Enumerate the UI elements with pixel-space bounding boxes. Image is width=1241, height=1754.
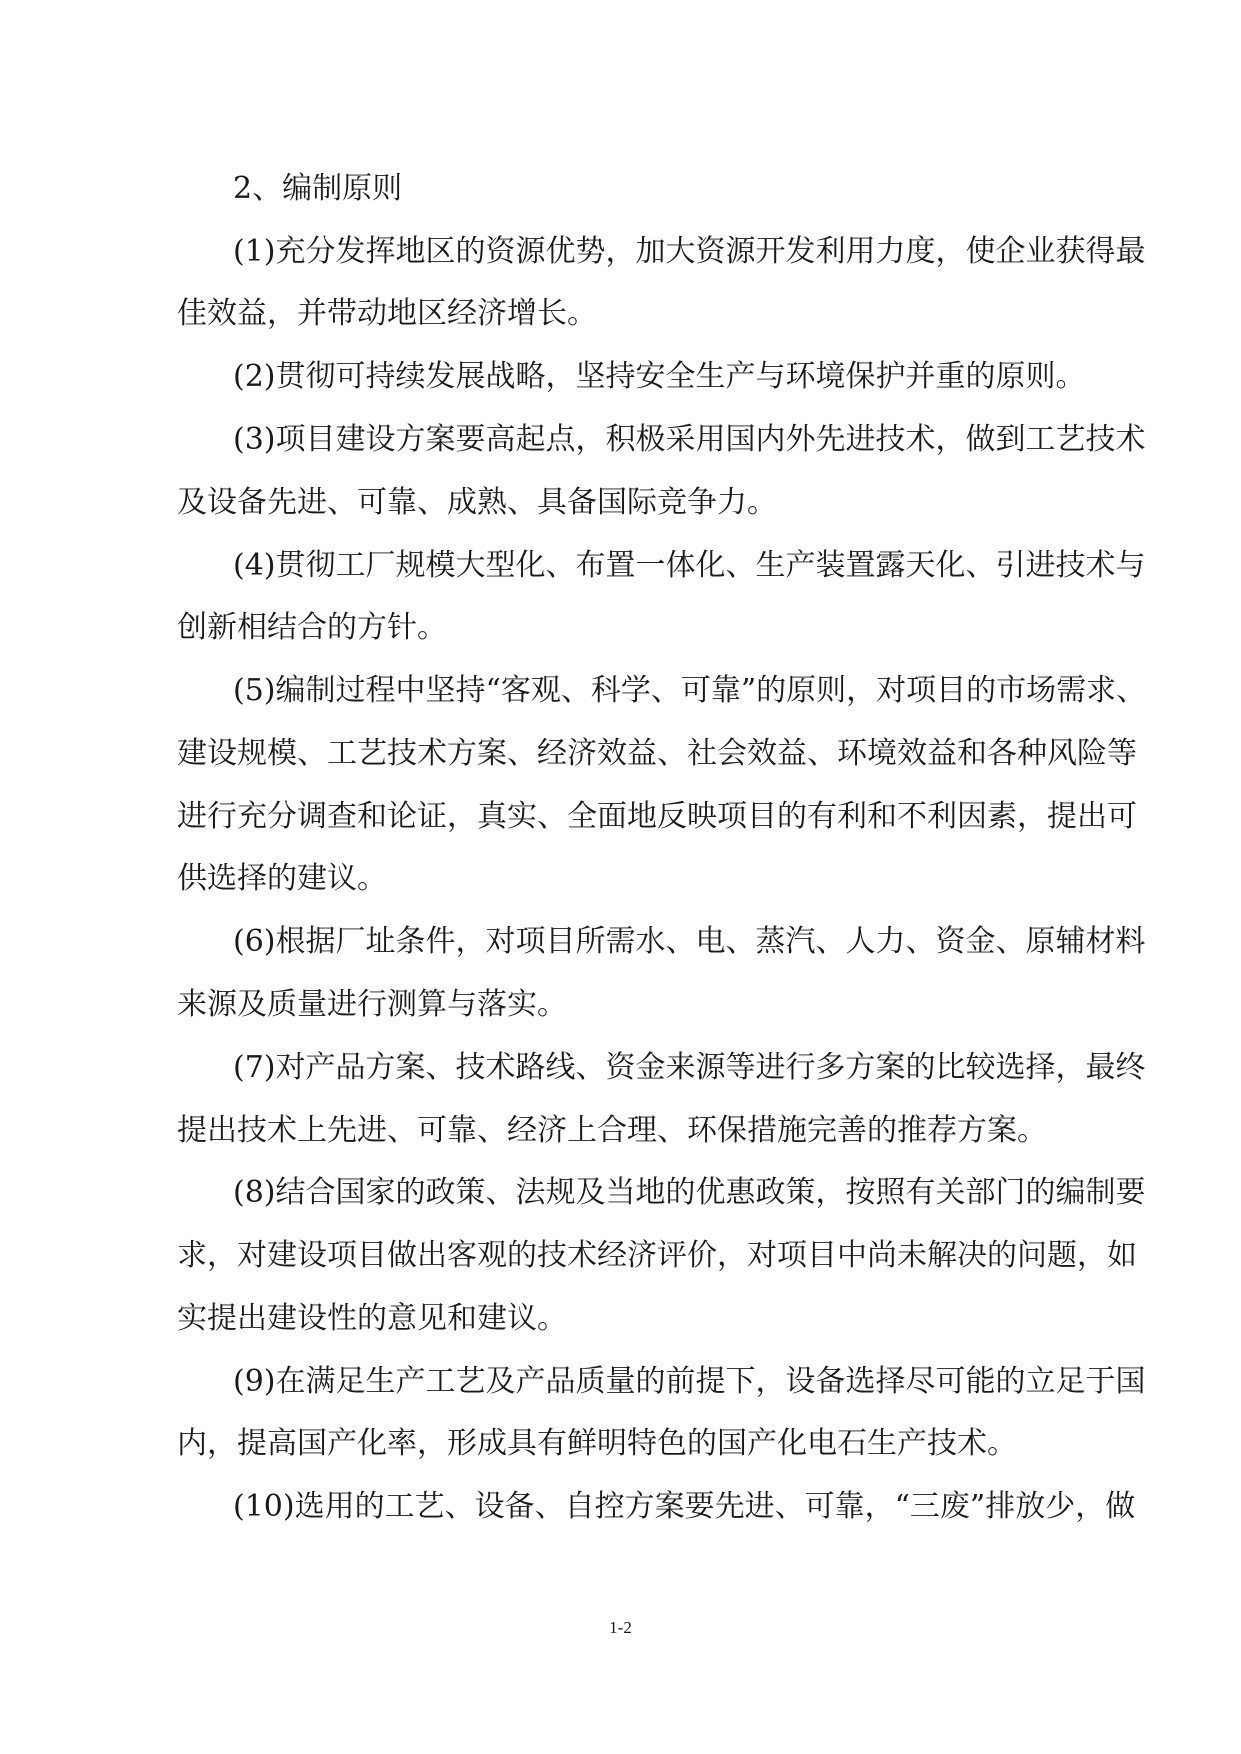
paragraph-8-line-1: (8)结合国家的政策、法规及当地的优惠政策，按照有关部门的编制要	[233, 1175, 1146, 1210]
paragraph-2-line-1: (2)贯彻可持续发展战略，坚持安全生产与环境保护并重的原则。	[233, 359, 1086, 394]
paragraph-5-line-3: 进行充分调查和论证，真实、全面地反映项目的有利和不利因素，提出可	[177, 799, 1137, 834]
paragraph-1-line-1: (1)充分发挥地区的资源优势，加大资源开发利用力度，使企业获得最	[233, 234, 1146, 269]
paragraph-8-line-3: 实提出建设性的意见和建议。	[177, 1301, 567, 1336]
section-heading: 2、编制原则	[233, 171, 403, 206]
paragraph-4-line-2: 创新相结合的方针。	[177, 610, 447, 645]
paragraph-5-line-2: 建设规模、工艺技术方案、经济效益、社会效益、环境效益和各种风险等	[177, 736, 1137, 771]
paragraph-4-line-1: (4)贯彻工厂规模大型化、布置一体化、生产装置露天化、引进技术与	[233, 548, 1146, 583]
paragraph-9-line-1: (9)在满足生产工艺及产品质量的前提下，设备选择尽可能的立足于国	[233, 1364, 1146, 1399]
paragraph-6-line-2: 来源及质量进行测算与落实。	[177, 987, 567, 1022]
page-number: 1-2	[609, 1618, 632, 1637]
paragraph-6-line-1: (6)根据厂址条件，对项目所需水、电、蒸汽、人力、资金、原辅材料	[233, 924, 1146, 959]
paragraph-3-line-1: (3)项目建设方案要高起点，积极采用国内外先进技术，做到工艺技术	[233, 422, 1146, 457]
paragraph-10-line-1: (10)选用的工艺、设备、自控方案要先进、可靠，“三废”排放少，做	[233, 1489, 1136, 1524]
paragraph-1-line-2: 佳效益，并带动地区经济增长。	[177, 296, 597, 331]
paragraph-5-line-4: 供选择的建议。	[177, 861, 387, 896]
paragraph-8-line-2: 求，对建设项目做出客观的技术经济评价，对项目中尚未解决的问题，如	[177, 1238, 1137, 1273]
paragraph-7-line-1: (7)对产品方案、技术路线、资金来源等进行多方案的比较选择，最终	[233, 1050, 1146, 1085]
paragraph-7-line-2: 提出技术上先进、可靠、经济上合理、环保措施完善的推荐方案。	[177, 1113, 1047, 1148]
paragraph-3-line-2: 及设备先进、可靠、成熟、具备国际竞争力。	[177, 485, 777, 520]
paragraph-9-line-2: 内，提高国产化率，形成具有鲜明特色的国产化电石生产技术。	[177, 1426, 1017, 1461]
paragraph-5-line-1: (5)编制过程中坚持“客观、科学、可靠”的原则，对项目的市场需求、	[233, 673, 1147, 708]
